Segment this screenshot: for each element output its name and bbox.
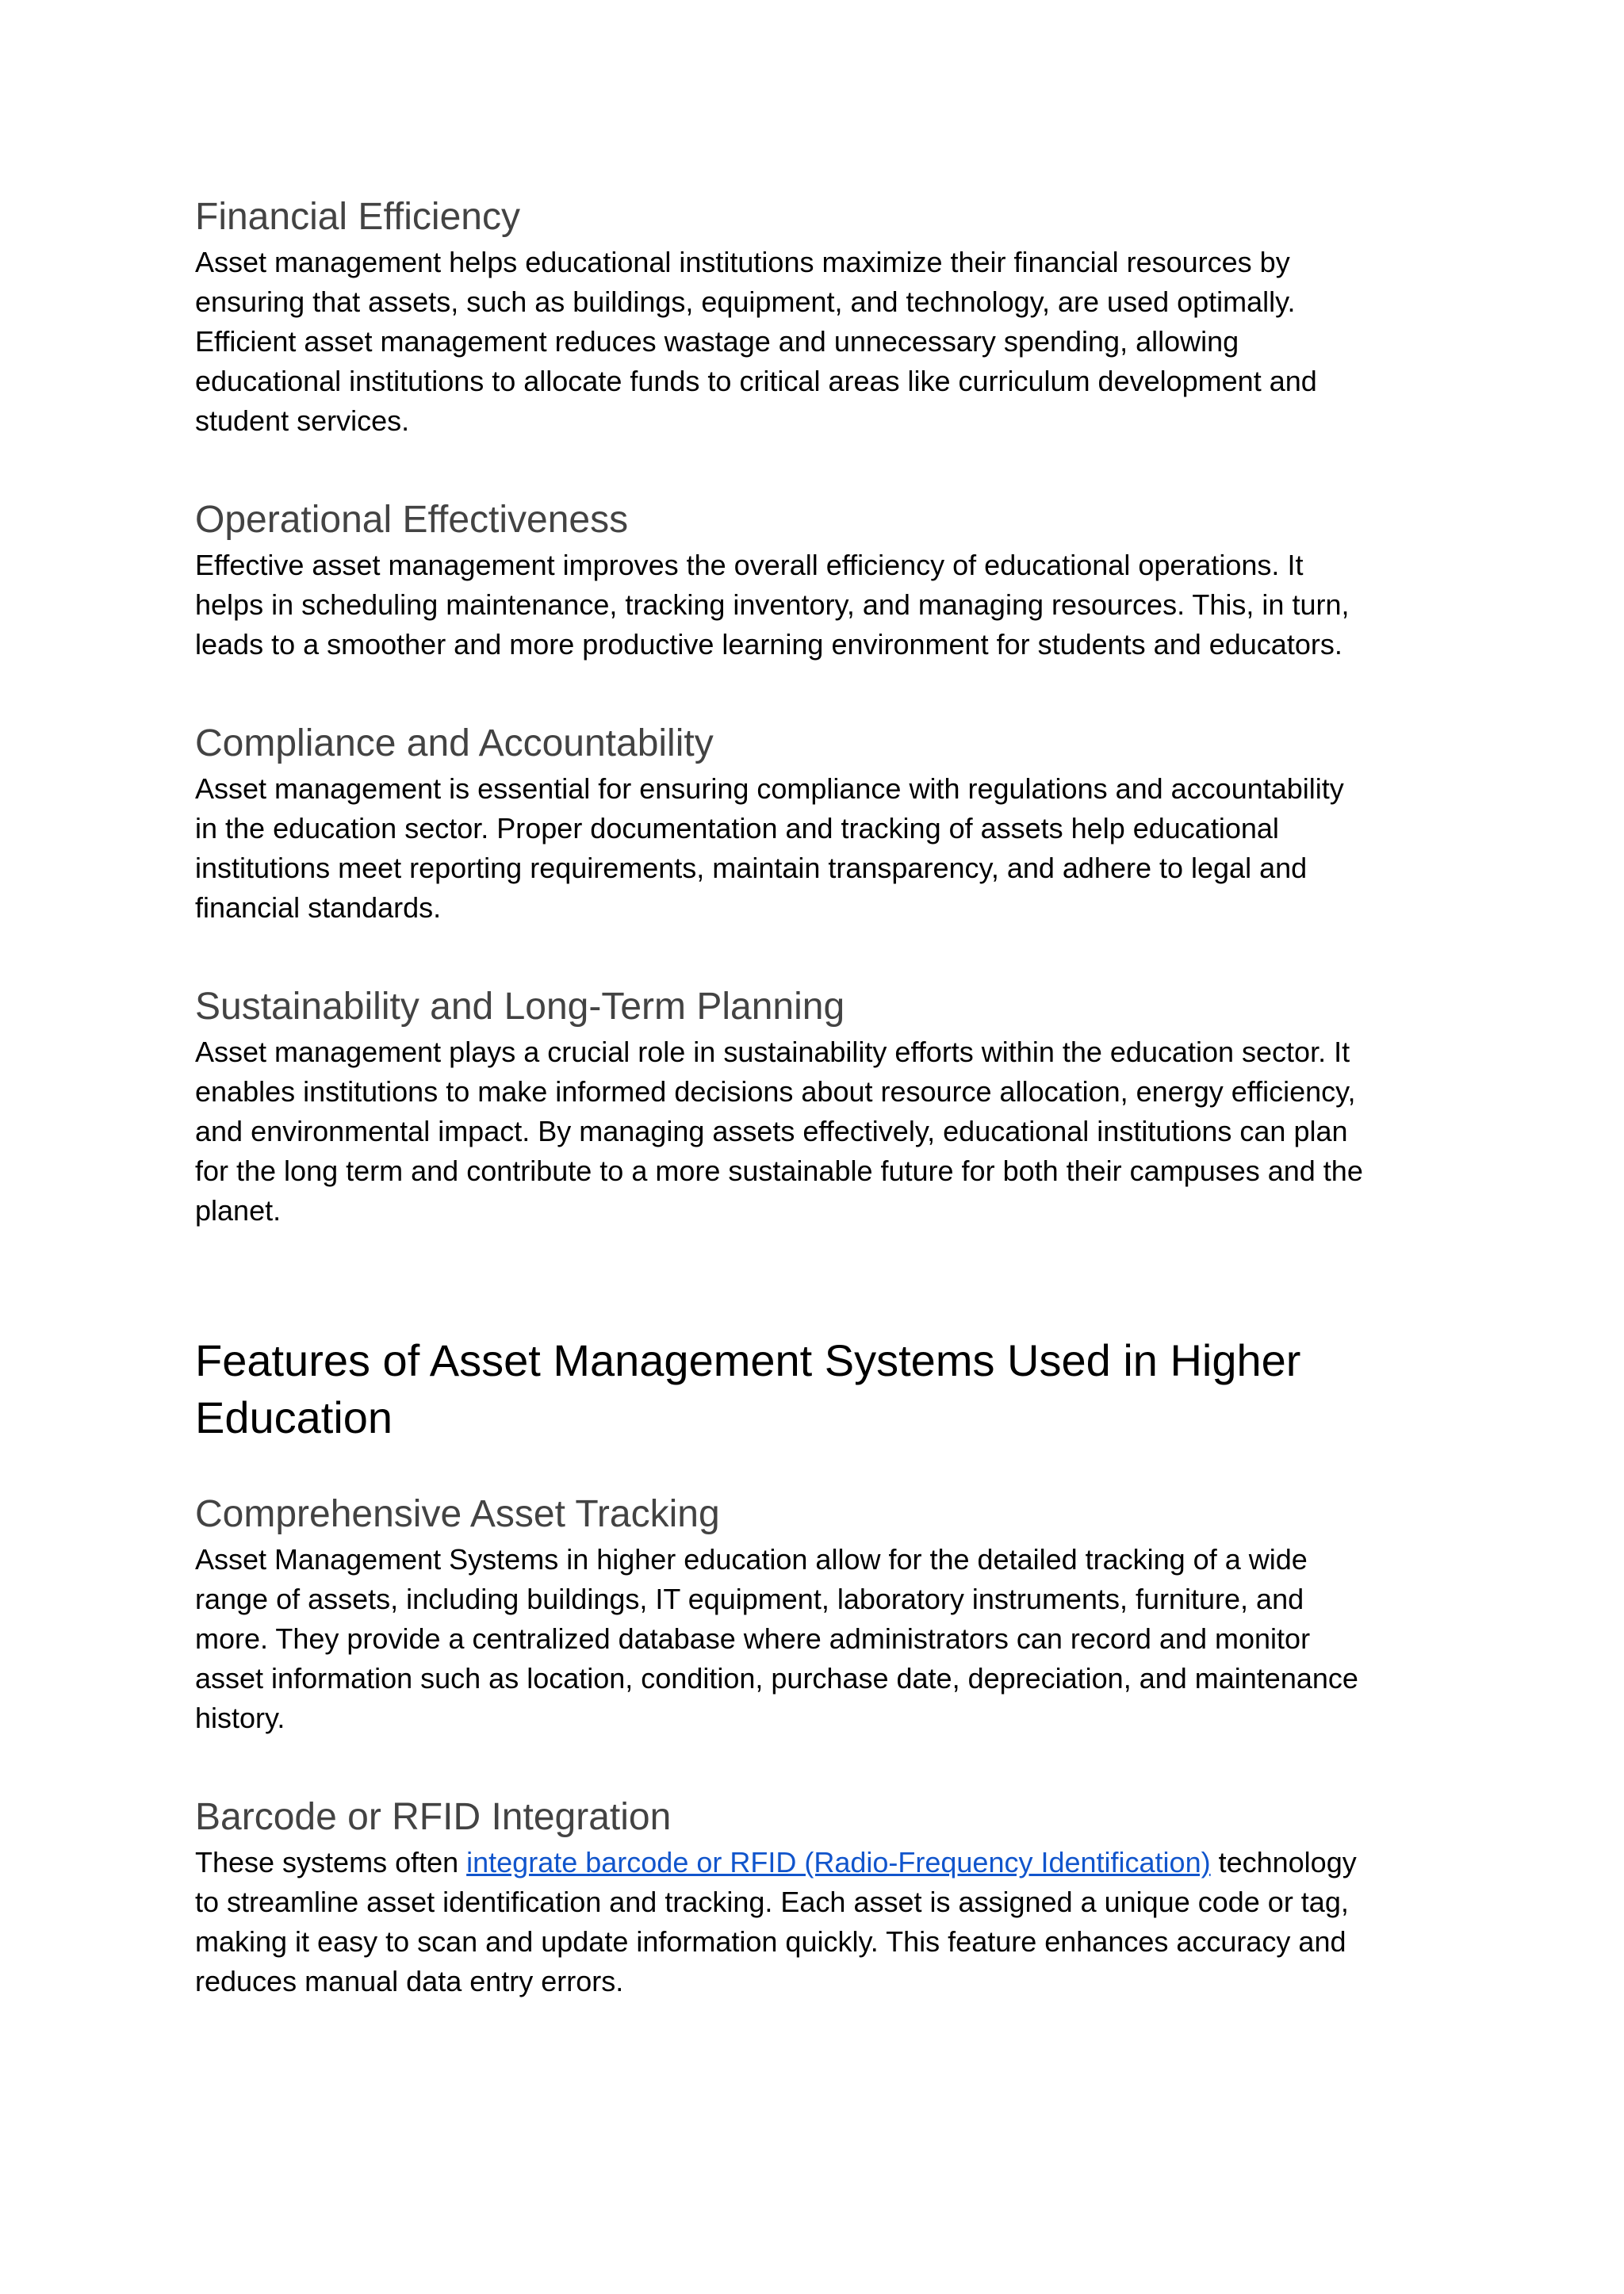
main-heading — [195, 1332, 1432, 1446]
main-heading-line: Education — [195, 1392, 393, 1442]
section-heading: Comprehensive Asset Tracking — [195, 1493, 720, 1535]
paragraph-line: financial standards. — [195, 891, 442, 924]
paragraph-line: enables institutions to make informed decisions about resource allocation, energy efficiency, — [195, 1075, 1356, 1108]
paragraph-line: educational institutions to allocate funds to critical areas like curriculum development and — [195, 365, 1317, 397]
section-heading: Barcode or RFID Integration — [195, 1796, 672, 1838]
paragraph-text: technology — [1210, 1846, 1357, 1878]
paragraph-line: Asset management helps educational institutions maximize their financial resources by — [195, 246, 1290, 278]
paragraph-line: and environmental impact. By managing assets effectively, educational institutions can plan — [195, 1115, 1348, 1147]
paragraph-line: making it easy to scan and update information quickly. This feature enhances accuracy and — [195, 1925, 1346, 1958]
section-heading: Compliance and Accountability — [195, 722, 714, 764]
paragraph-line: asset information such as location, condition, purchase date, depreciation, and maintenance — [195, 1662, 1358, 1695]
section-heading: Operational Effectiveness — [195, 499, 629, 541]
section-paragraph — [195, 1032, 1432, 1231]
paragraph-line: planet. — [195, 1194, 282, 1227]
section-paragraph — [195, 546, 1432, 664]
paragraph-line: institutions meet reporting requirements, maintain transparency, and adhere to legal and — [195, 852, 1308, 884]
section-paragraph — [195, 243, 1432, 441]
section-barcode-rfid — [195, 1794, 1432, 2001]
paragraph-text: These systems often — [195, 1846, 467, 1878]
paragraph-line: Asset management plays a crucial role in sustainability efforts within the education sector. It — [195, 1036, 1350, 1068]
paragraph-line: Asset management is essential for ensuring compliance with regulations and accountability — [195, 772, 1344, 805]
paragraph-line: to streamline asset identification and tracking. Each asset is assigned a unique code or tag, — [195, 1886, 1349, 1918]
paragraph-line: leads to a smoother and more productive learning environment for students and educators. — [195, 628, 1342, 661]
section-compliance-accountability — [195, 720, 1432, 928]
paragraph-line: more. They provide a centralized database where administrators can record and monitor — [195, 1622, 1311, 1655]
main-heading-line: Features of Asset Management Systems Used in Higher — [195, 1335, 1301, 1385]
paragraph-line: helps in scheduling maintenance, tracking inventory, and managing resources. This, in turn, — [195, 588, 1350, 621]
section-operational-effectiveness — [195, 496, 1432, 664]
section-paragraph — [195, 769, 1432, 928]
paragraph-line: history. — [195, 1702, 285, 1734]
section-paragraph — [195, 1540, 1432, 1738]
section-comprehensive-asset-tracking — [195, 1491, 1432, 1738]
paragraph-line: for the long term and contribute to a more sustainable future for both their campuses and the — [195, 1155, 1363, 1187]
section-sustainability — [195, 983, 1432, 1231]
paragraph-line: Effective asset management improves the overall efficiency of educational operations. It — [195, 549, 1304, 581]
rfid-integration-link[interactable]: integrate barcode or RFID (Radio-Frequency Identification) — [466, 1846, 1211, 1878]
paragraph-line: reduces manual data entry errors. — [195, 1965, 624, 1997]
paragraph-line: student services. — [195, 404, 410, 437]
paragraph-line: Efficient asset management reduces wastage and unnecessary spending, allowing — [195, 325, 1239, 358]
paragraph-line: Asset Management Systems in higher education allow for the detailed tracking of a wide — [195, 1543, 1308, 1576]
section-heading: Financial Efficiency — [195, 196, 520, 238]
features-section-heading — [195, 1332, 1432, 1446]
paragraph-line: ensuring that assets, such as buildings, equipment, and technology, are used optimally. — [195, 285, 1296, 318]
section-financial-efficiency — [195, 193, 1432, 441]
section-heading: Sustainability and Long-Term Planning — [195, 986, 845, 1028]
paragraph-line: in the education sector. Proper documentation and tracking of assets help educational — [195, 812, 1279, 844]
paragraph-line: range of assets, including buildings, IT equipment, laboratory instruments, furniture, and — [195, 1583, 1304, 1615]
section-paragraph — [195, 1843, 1432, 2001]
